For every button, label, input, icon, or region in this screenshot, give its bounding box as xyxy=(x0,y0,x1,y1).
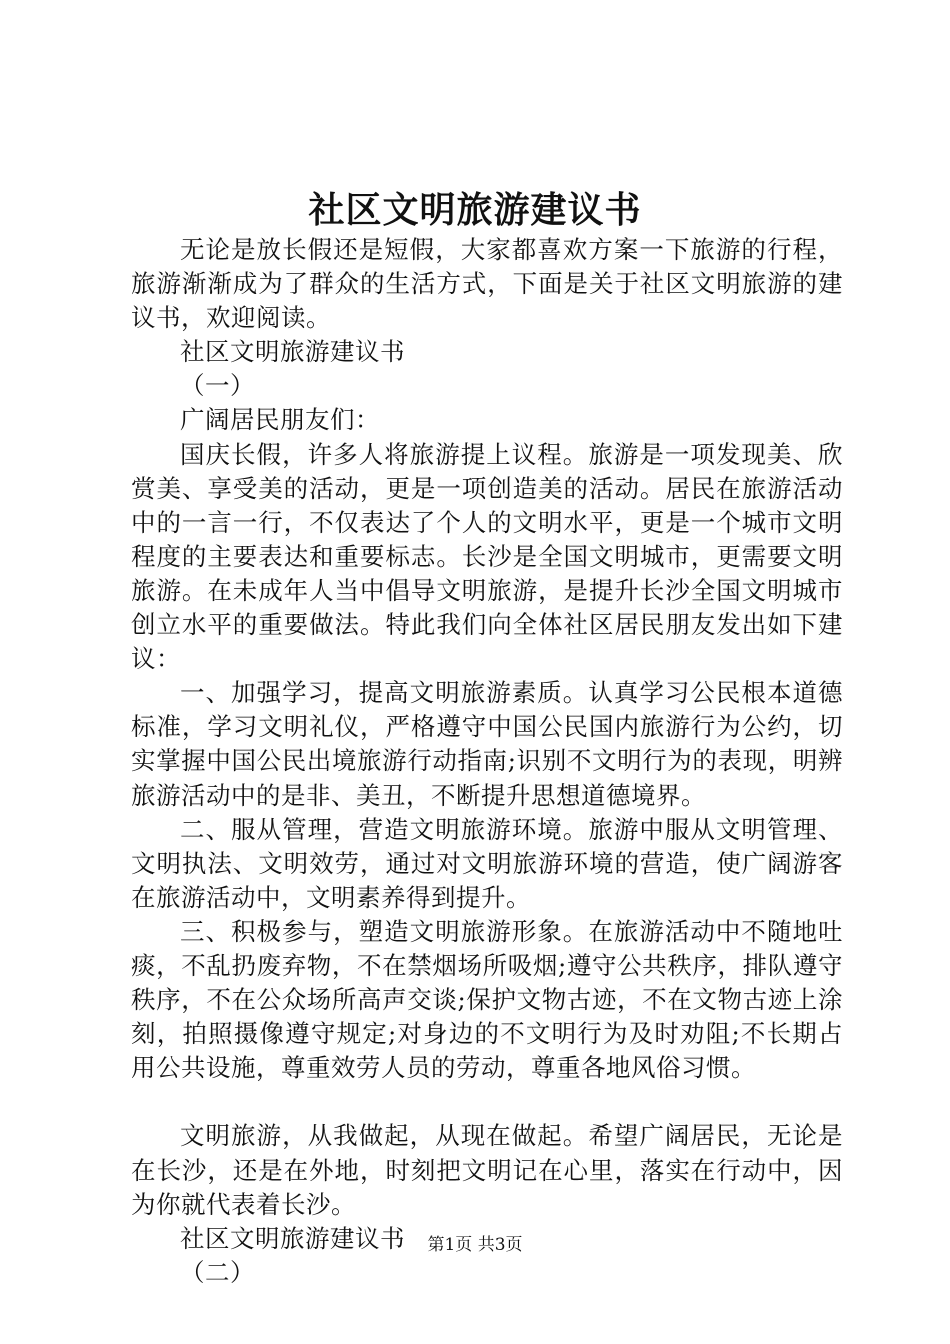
document-title: 社区文明旅游建议书 xyxy=(308,189,642,231)
blank-line xyxy=(131,1085,843,1119)
section-number: （一） xyxy=(180,371,255,401)
body-paragraph: 国庆长假，许多人将旅游提上议程。旅游是一项发现美、欣赏美、享受美的活动，更是一项创造美的活动。居民在旅游活动中的一言一行，不仅表达了个人的文明水平，更是一个城市文明程度的主要表达和重要标志。长沙是全国文明城市，更需要文明旅游。在未成年人当中倡导文明旅游，是提升长沙全国文明城市创立水平的重要做法。特此我们向全体社区居民朋友发出如下建议： xyxy=(131,439,843,674)
suggestion-item: 二、服从管理，营造文明旅游环境。旅游中服从文明管理、文明执法、文明效劳，通过对文明旅游环境的营造，使广阔游客在旅游活动中，文明素养得到提升。 xyxy=(131,814,843,912)
salutation: 广阔居民朋友们： xyxy=(180,405,380,435)
suggestion-item: 一、加强学习，提高文明旅游素质。认真学习公民根本道德标准，学习文明礼仪，严格遵守中国公民国内旅游行为公约，切实掌握中国公民出境旅游行动指南;识别不文明行为的表现，明辨旅游活动中的是非、美丑，不断提升思想道德境界。 xyxy=(131,678,843,810)
intro-paragraph: 无论是放长假还是短假，大家都喜欢方案一下旅游的行程，旅游渐渐成为了群众的生活方式，下面是关于社区文明旅游的建议书，欢迎阅读。 xyxy=(131,235,843,333)
page-footer: 第1页 共3页 xyxy=(427,1235,523,1255)
section-heading: 社区文明旅游建议书 xyxy=(180,1223,405,1253)
section-heading: 社区文明旅游建议书 xyxy=(180,337,405,367)
section-number: （二） xyxy=(180,1257,255,1287)
suggestion-item: 三、积极参与，塑造文明旅游形象。在旅游活动中不随地吐痰，不乱扔废弃物，不在禁烟场所吸烟;遵守公共秩序，排队遵守秩序，不在公众场所高声交谈;保护文物古迹，不在文物古迹上涂刻，拍照摄像遵守规定;对身边的不文明行为及时劝阻;不长期占用公共设施，尊重效劳人员的劳动，尊重各地风俗习惯。 xyxy=(131,916,843,1083)
document-body xyxy=(131,233,843,1290)
closing-paragraph: 文明旅游，从我做起，从现在做起。希望广阔居民，无论是在长沙，还是在外地，时刻把文明记在心里，落实在行动中，因为你就代表着长沙。 xyxy=(131,1121,843,1219)
